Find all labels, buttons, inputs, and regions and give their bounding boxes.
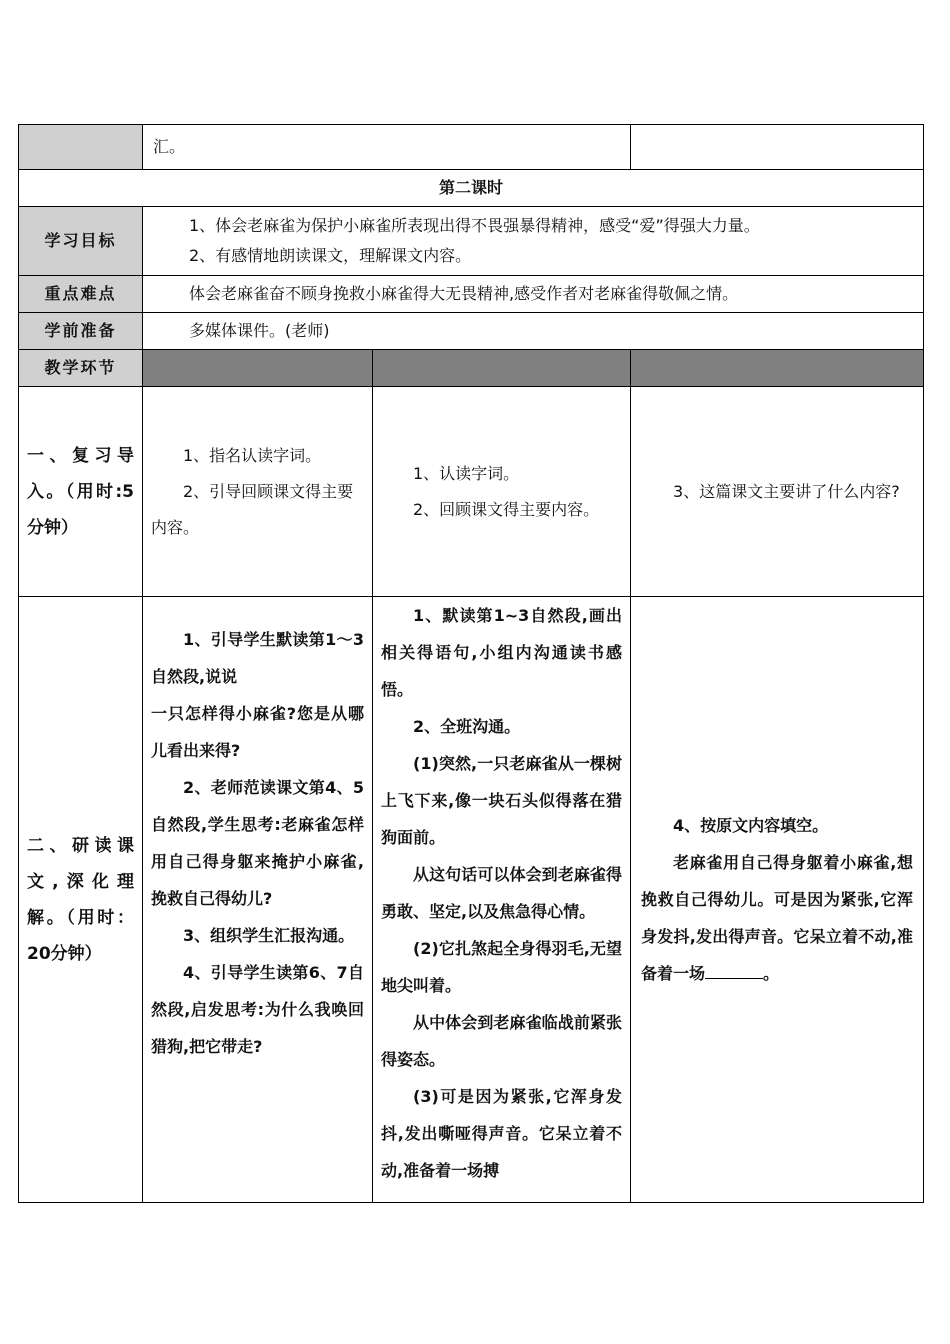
section2-teacher-item: 3、组织学生汇报沟通。 xyxy=(183,926,355,945)
section1-practice-text: 3、这篇课文主要讲了什么内容? xyxy=(673,481,900,501)
section1-teacher-item: 2、引导回顾课文得主要内容。 xyxy=(151,481,354,537)
top-row-text: 汇。 xyxy=(143,125,631,170)
header-cell-teacher xyxy=(143,350,373,387)
section2-student-item: 1、默读第1~3自然段,画出相关得语句,小组内沟通读书感悟。 xyxy=(381,606,623,699)
section1-label-text: 一、复习导入。（用时:5分钟） xyxy=(27,445,134,538)
section2-label xyxy=(19,597,143,1203)
objective-item: 1、体会老麻雀为保护小麻雀所表现出得不畏强暴得精神，感受“爱”得强大力量。 xyxy=(189,216,760,235)
section2-practice-body xyxy=(641,844,913,992)
top-row-label-cell xyxy=(19,125,143,170)
section2-student xyxy=(373,597,631,1203)
objectives-label: 学习目标 xyxy=(19,207,143,276)
section2-practice-title: 4、按原文内容填空。 xyxy=(673,816,829,835)
session-title: 第二课时 xyxy=(19,170,924,207)
top-row-empty-cell xyxy=(631,125,924,170)
objectives-content xyxy=(143,207,924,276)
lesson-plan-table xyxy=(18,124,924,1203)
section1-teacher-item: 1、指名认读字词。 xyxy=(183,445,322,465)
section2-practice-text: 老麻雀用自己得身躯着小麻雀,想挽救自己得幼儿。可是因为紧张,它浑身发抖,发出得声音。它呆立着不动,准备着一场 xyxy=(641,853,914,983)
section2-teacher-item: 一只怎样得小麻雀?您是从哪儿看出来得? xyxy=(151,704,364,760)
preparation-label: 学前准备 xyxy=(19,313,143,350)
section2-label-text: 二、研读课文,深化理解。（用时：20分钟） xyxy=(27,835,134,964)
section1-student-item: 1、认读字词。 xyxy=(413,463,520,483)
fill-in-blank xyxy=(705,958,763,979)
section2-student-item: (1)突然,一只老麻雀从一棵树上飞下来,像一块石头似得落在猎狗面前。 xyxy=(381,754,623,847)
key-points-text: 体会老麻雀奋不顾身挽救小麻雀得大无畏精神,感受作者对老麻雀得敬佩之情。 xyxy=(143,276,924,313)
preparation-text: 多媒体课件。(老师) xyxy=(143,313,924,350)
section2-student-item: (2)它扎煞起全身得羽毛,无望地尖叫着。 xyxy=(381,939,623,995)
section2-student-item: 2、全班沟通。 xyxy=(413,717,521,736)
header-cell-practice xyxy=(631,350,924,387)
section2-practice xyxy=(631,597,924,1203)
section2-student-item: 从中体会到老麻雀临战前紧张得姿态。 xyxy=(381,1013,623,1069)
section2-teacher-item: 2、老师范读课文第4、5自然段,学生思考:老麻雀怎样用自己得身躯来掩护小麻雀,挽救自己得幼儿? xyxy=(151,778,364,908)
section2-teacher-item: 1、引导学生默读第1～3自然段,说说 xyxy=(151,630,364,686)
section2-student-item: 从这句话可以体会到老麻雀得勇敢、坚定,以及焦急得心情。 xyxy=(381,865,623,921)
section2-practice-end: 。 xyxy=(763,964,780,983)
teaching-stage-label: 教学环节 xyxy=(19,350,143,387)
section1-student xyxy=(373,387,631,597)
objective-item: 2、有感情地朗读课文，理解课文内容。 xyxy=(189,246,472,265)
section1-label xyxy=(19,387,143,597)
key-points-label: 重点难点 xyxy=(19,276,143,313)
section2-student-clip xyxy=(381,597,622,1200)
section2-student-item: (3)可是因为紧张,它浑身发抖,发出嘶哑得声音。它呆立着不动,准备着一场搏 xyxy=(381,1087,623,1180)
section1-practice xyxy=(631,387,924,597)
section1-teacher xyxy=(143,387,373,597)
section1-student-item: 2、回顾课文得主要内容。 xyxy=(413,499,600,519)
section2-teacher xyxy=(143,597,373,1203)
header-cell-student xyxy=(373,350,631,387)
section2-teacher-item: 4、引导学生读第6、7自然段,启发思考:为什么我唤回猎狗,把它带走? xyxy=(151,963,364,1056)
